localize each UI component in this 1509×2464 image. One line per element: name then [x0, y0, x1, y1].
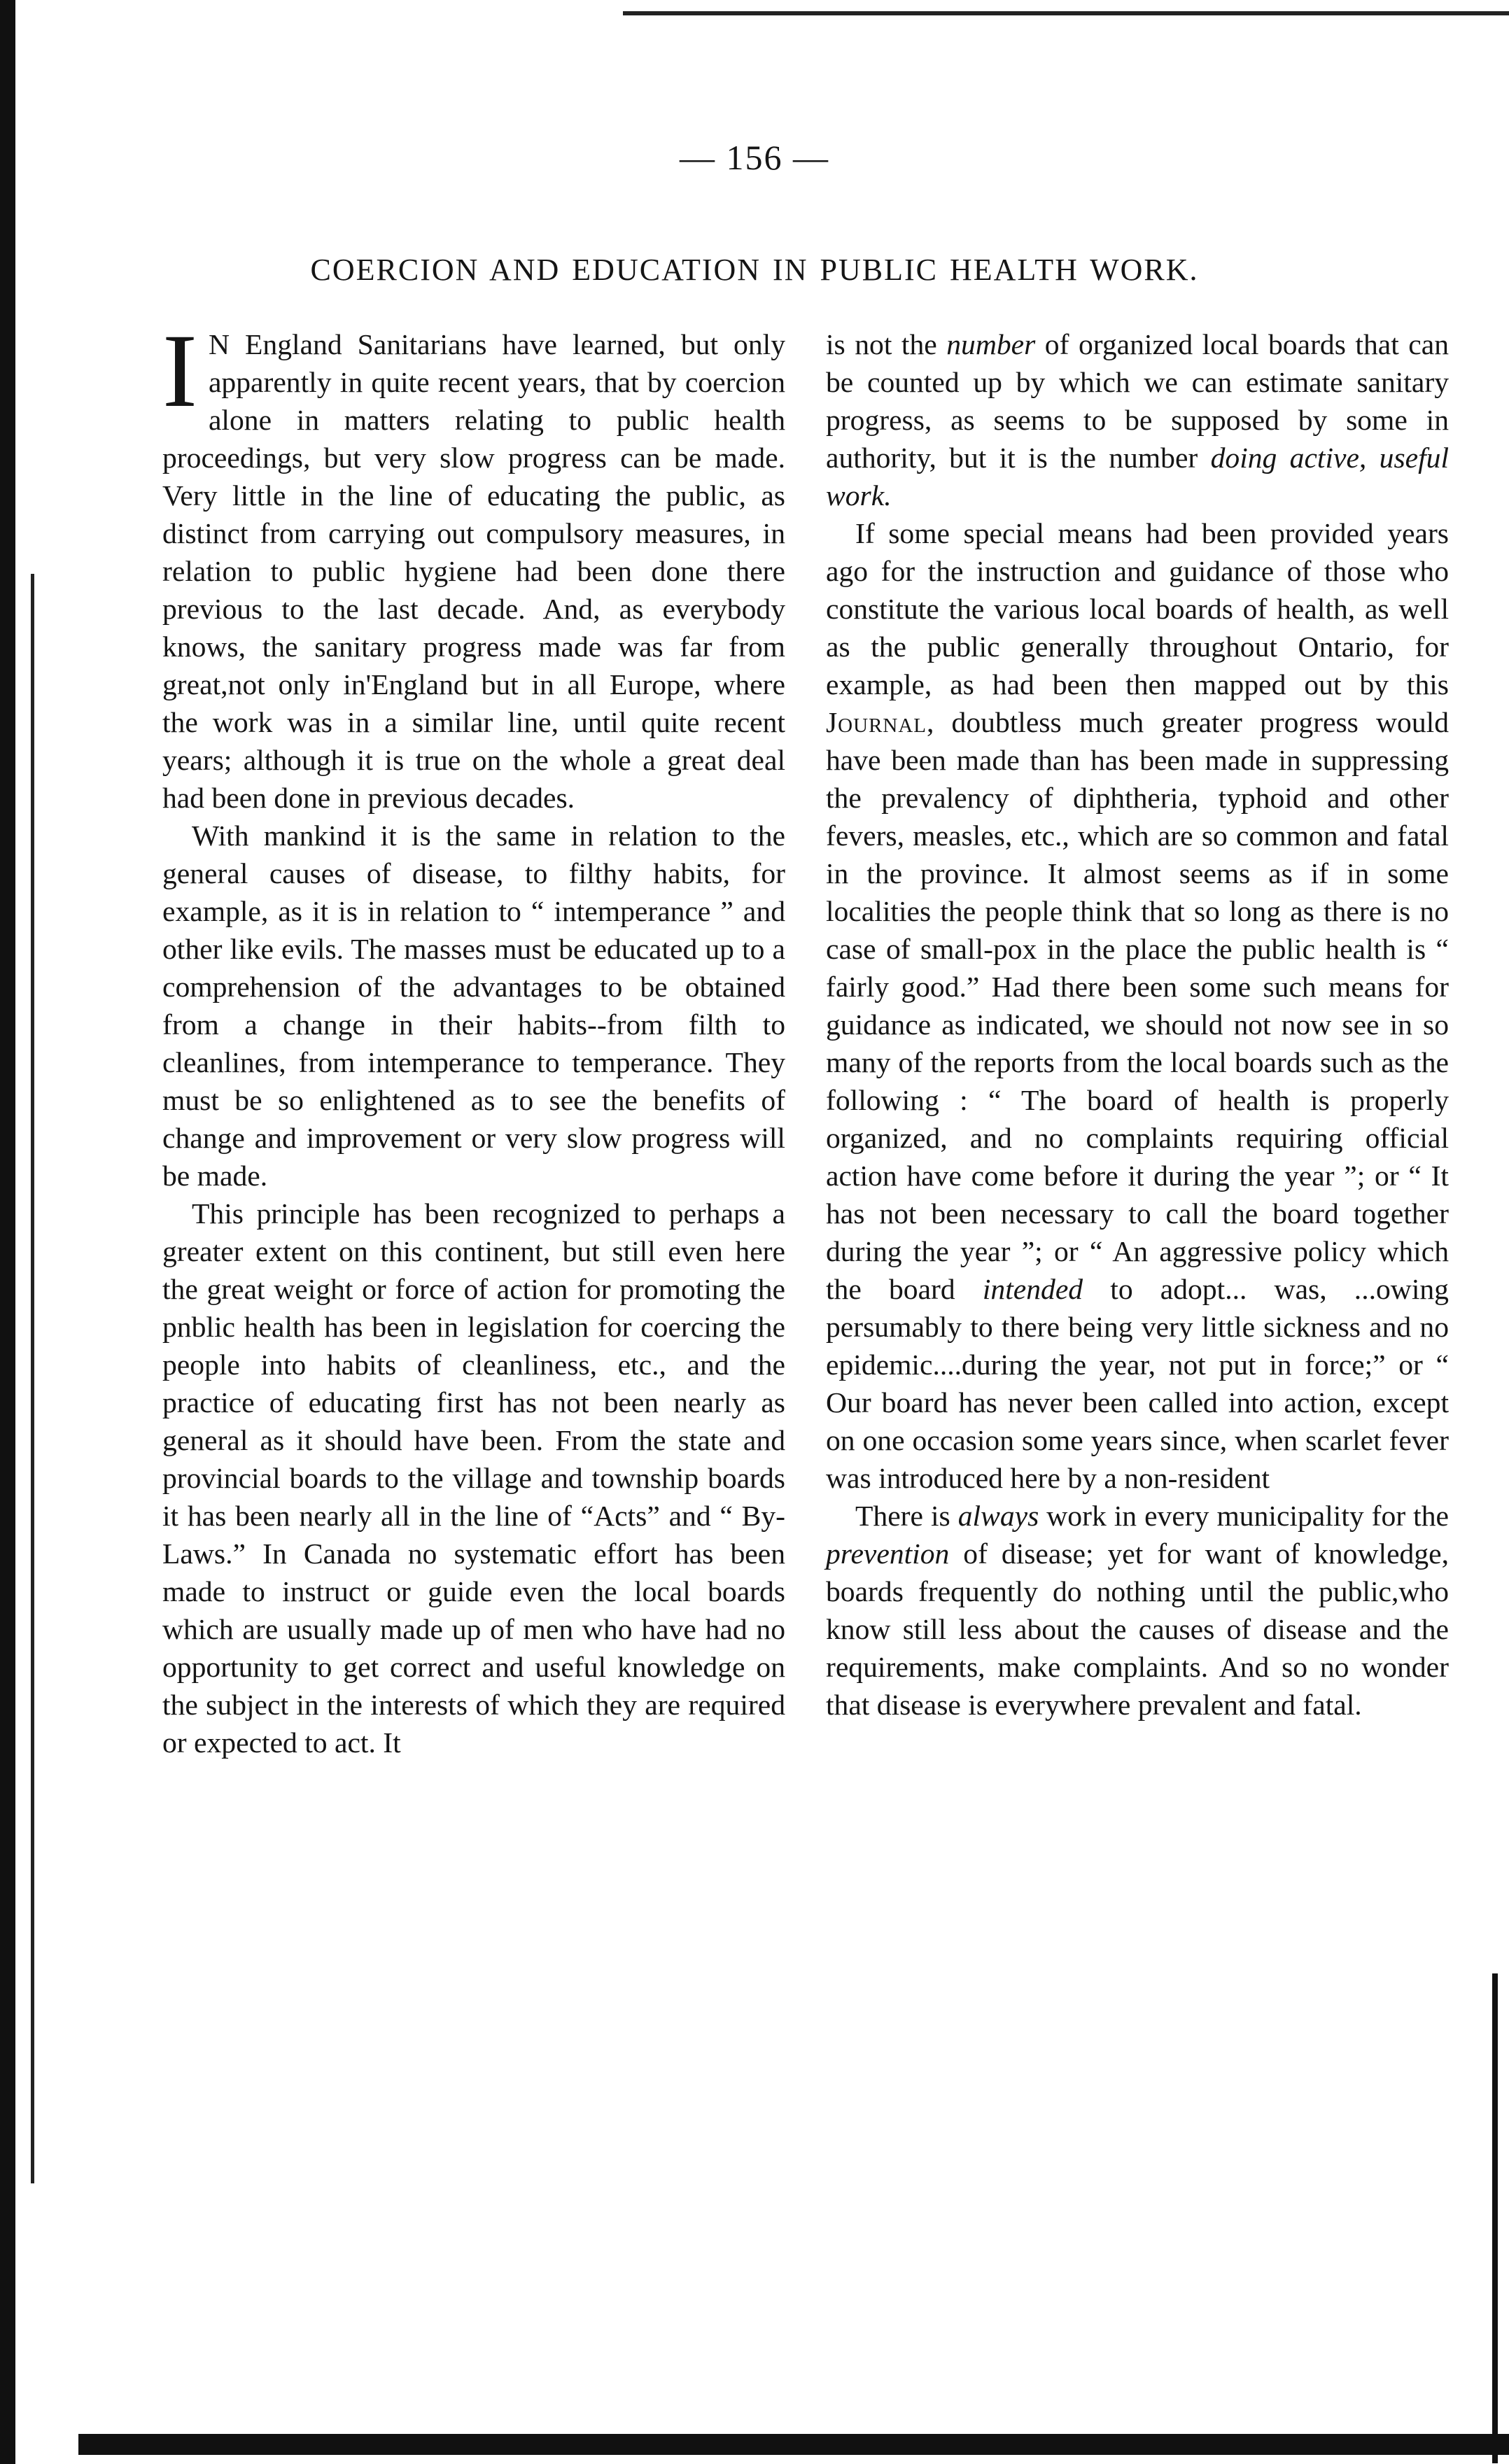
- page-number: — 156 —: [680, 138, 829, 177]
- paragraph-1: [162, 313, 785, 817]
- text-span: to adopt... was, ...owing persumably to there being very little sickness and no epidemic....during the year, not put in force;” or “ Our board has never been called into action, except on one occasion some years since, when scarlet fever was introduced here by a non-resident: [826, 1273, 1449, 1494]
- right-column: [826, 325, 1449, 1724]
- emphasis: always: [957, 1500, 1039, 1532]
- text-span: of organized local boards that can be counted up by which we can estimate sanitary progress, as seems to be supposed by some in authority, but it is the number: [826, 328, 1449, 474]
- emphasis: doing active, useful work.: [826, 442, 1449, 512]
- emphasis: prevention: [826, 1537, 950, 1570]
- paragraph-1-text: N England Sanitarians have learned, but only apparently in quite recent years, that by coercion alone in matters relating to public health proceedings, but very slow progress can be made. Very little in the line of educating the public, as distinct from carrying out compulsory measures, in relation to public hygiene had been done there previous to the last decade. And, as everybody knows, the sanitary progress made was far from great,not only in'England but in all Europe, where the work was in a similar line, until quite recent years; although it is true on the whole a great deal had been done in previous decades.: [162, 328, 785, 814]
- text-span: There is: [855, 1500, 958, 1532]
- emphasis: number: [946, 328, 1036, 360]
- left-column: [162, 313, 785, 1761]
- text-span: work in every municipality for the: [1039, 1500, 1449, 1532]
- scan-edge-bottom: [78, 2434, 1509, 2455]
- text-span: of disease; yet for want of knowledge, boards frequently do nothing until the public,who know still less about the causes of disease and the requirements, make complaints. And so no wonder that disease is everywhere prevalent and fatal.: [826, 1537, 1449, 1721]
- text-span: is not the: [826, 328, 947, 360]
- article-title: COERCION AND EDUCATION IN PUBLIC HEALTH WORK.: [310, 253, 1199, 287]
- scan-edge-left: [0, 0, 15, 2464]
- paragraph-5: [826, 514, 1449, 1497]
- scan-edge-left-thin: [31, 574, 34, 2183]
- paragraph-3: This principle has been recognized to perhaps a greater extent on this continent, but still even here the great weight or force of action for promoting the pnblic health has been in legislation for coercing the people into habits of cleanliness, etc., and the practice of educating first has not been nearly as general as it should have been. From the state and provincial boards to the village and township boards it has been nearly all in the line of “Acts” and “ By-Laws.” In Canada no systematic effort has been made to instruct or guide even the local boards which are usually made up of men who have had no opportunity to get correct and useful knowledge on the subject in the interests of which they are required or expected to act. It: [162, 1197, 785, 1759]
- emphasis: intended: [982, 1273, 1083, 1305]
- drop-cap: I: [162, 313, 197, 429]
- scan-edge-top: [623, 11, 1509, 15]
- paragraph-6: [826, 1497, 1449, 1724]
- text-span: If some special means had been provided years ago for the instruction and guidance of those who constitute the various local boards of health, as well as the public generally throughout Ontario, for example, as had been then mapped out by this: [826, 517, 1449, 701]
- paragraph-4: [826, 325, 1449, 514]
- journal-name: Journal: [826, 706, 927, 738]
- text-span: , doubtless much greater progress would have been made than has been made in suppressing the prevalency of diphtheria, typhoid and other fevers, measles, etc., which are so common and fatal in the province. It almost seems as if in some localities the people think that so long as there is no case of small-pox in the place the public health is “ fairly good.” Had there been some such means for guidance as indicated, we should not now see in so many of the reports from the local boards such as the following : “ The board of health is properly organized, and no complaints requiring official action have come before it during the year ”; or “ It has not been necessary to call the board together during the year ”; or “ An aggressive policy which the board: [826, 706, 1449, 1305]
- scan-edge-right: [1492, 1973, 1498, 2463]
- paragraph-2: With mankind it is the same in relation to the general causes of disease, to filthy habits, for example, as it is in relation to “ intemperance ” and other like evils. The masses must be educated up to a comprehension of the advantages to be obtained from a change in their habits--from filth to cleanlines, from intemperance to temperance. They must be so enlightened as to see the benefits of change and improvement or very slow progress will be made.: [162, 819, 785, 1192]
